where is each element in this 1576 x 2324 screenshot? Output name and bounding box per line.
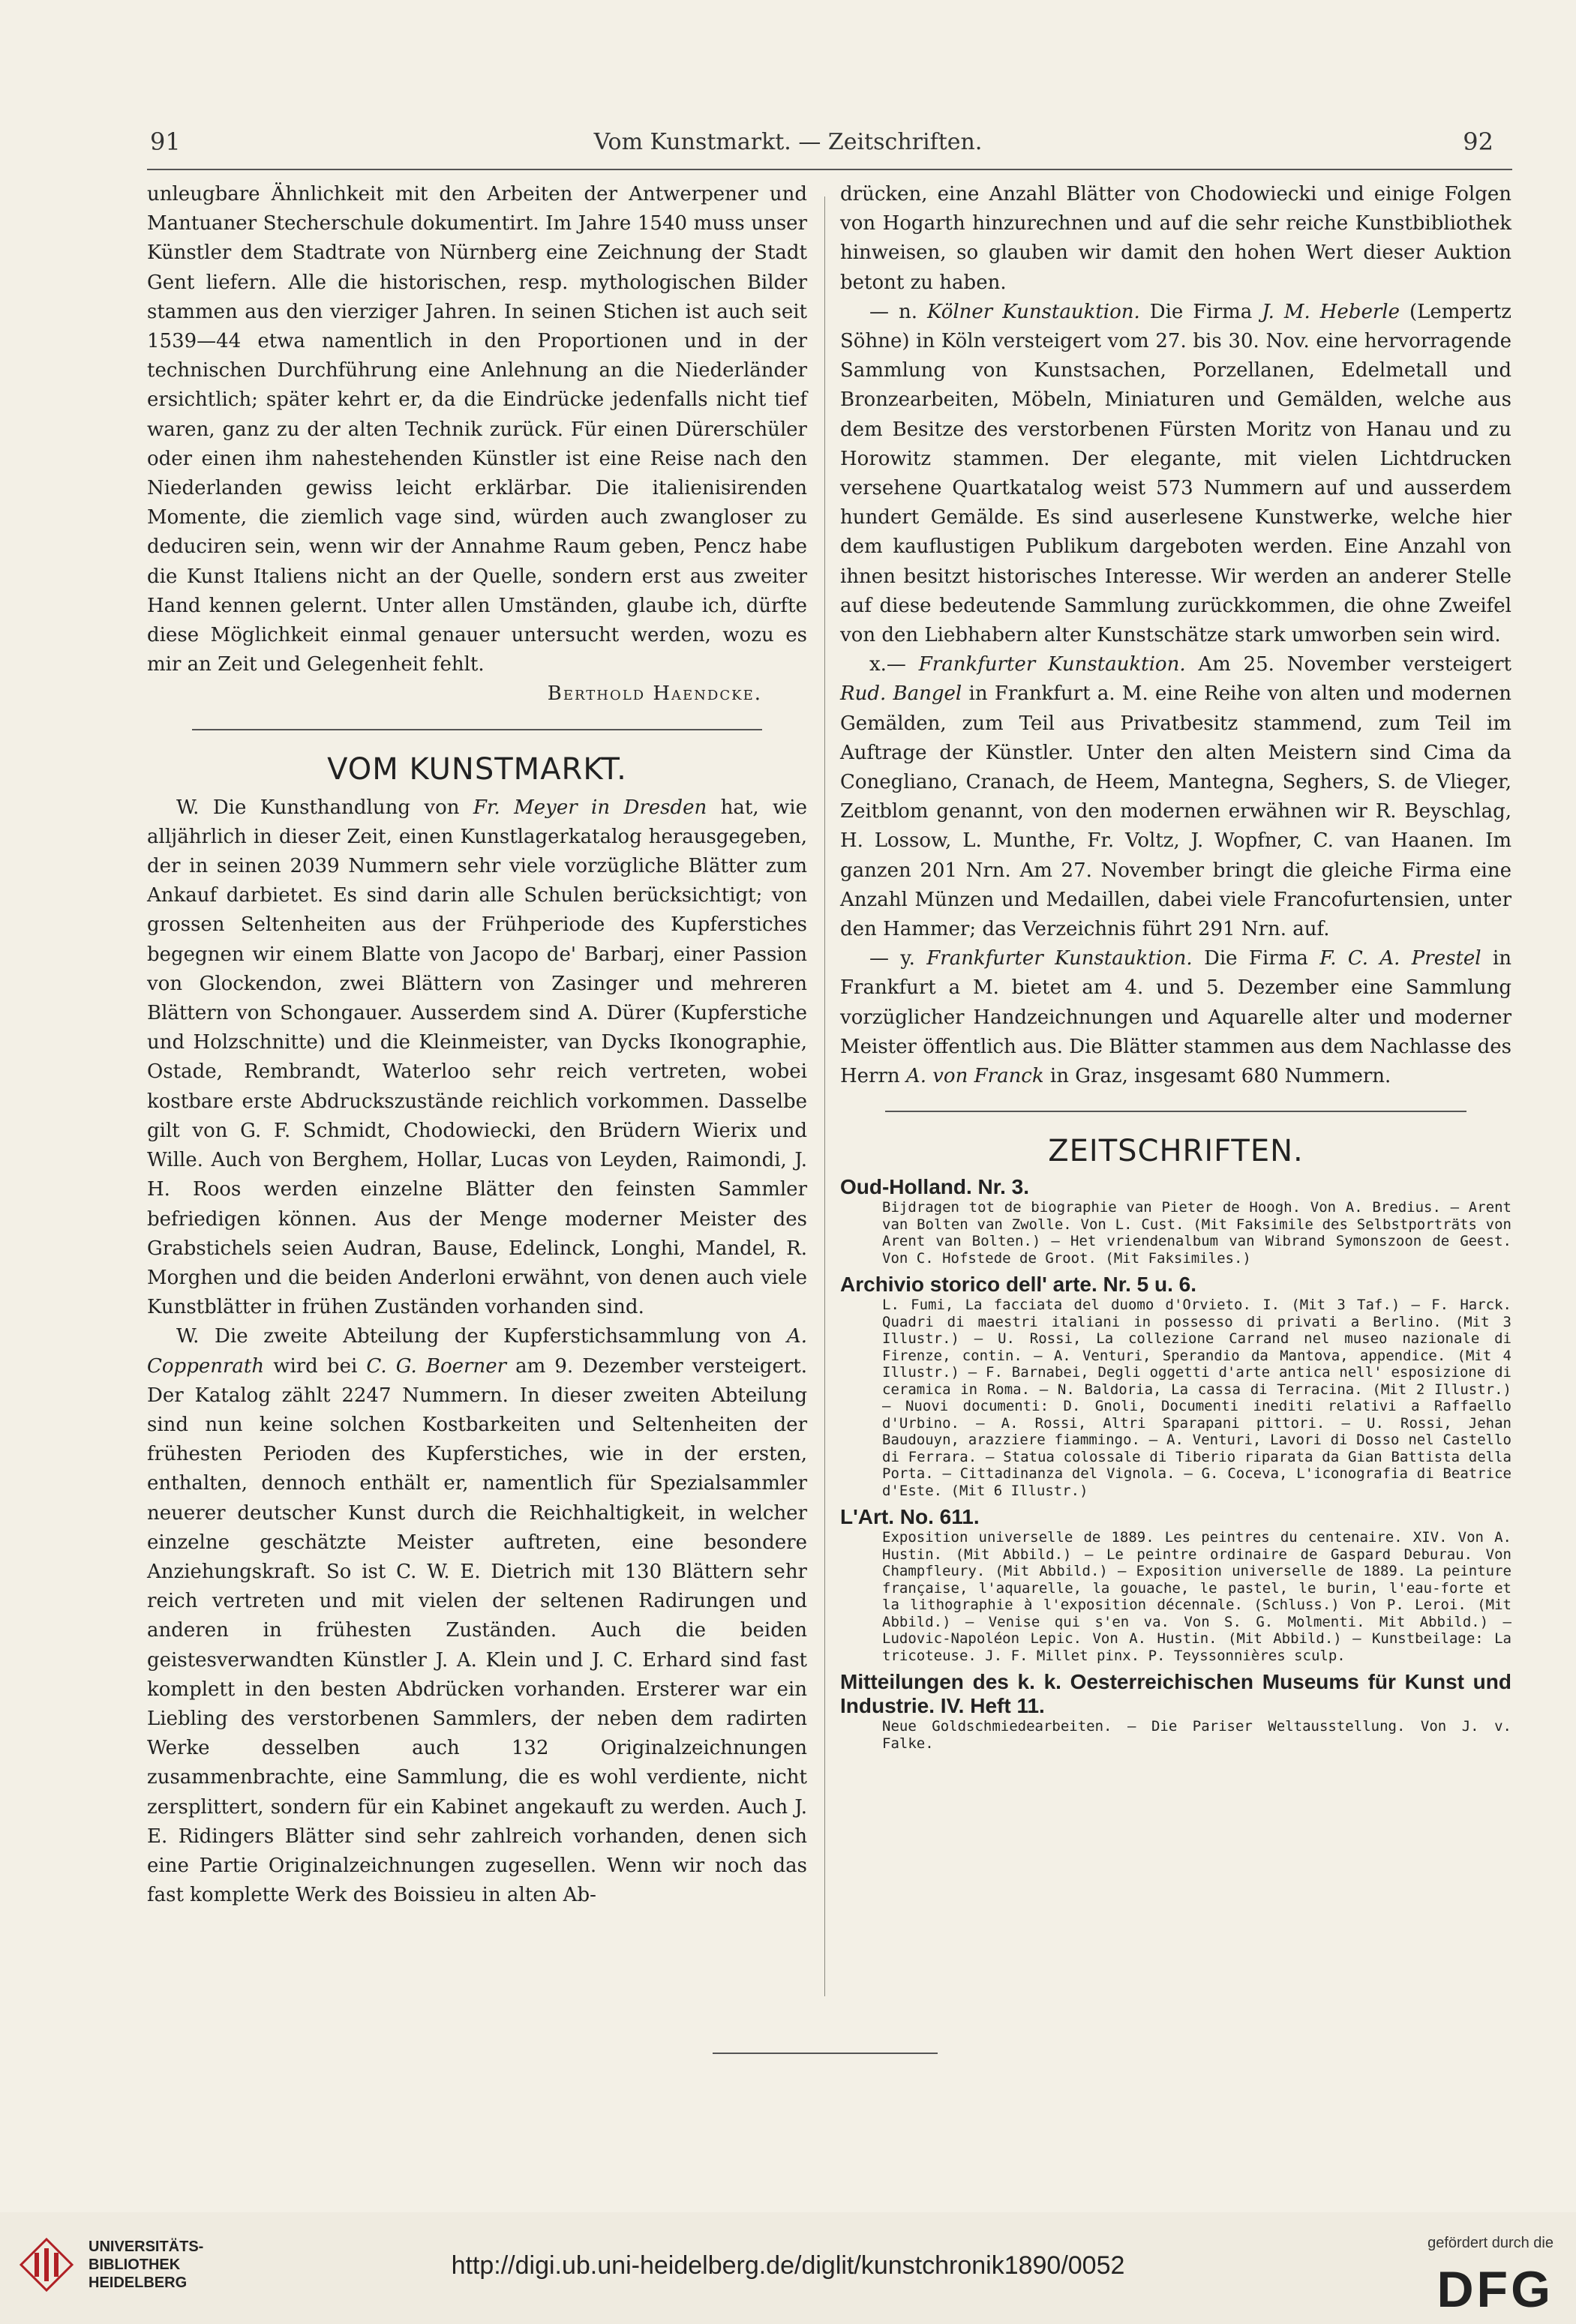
section-title-kunstmarkt: VOM KUNSTMARKT.	[327, 751, 627, 787]
section-rule	[192, 729, 762, 730]
paragraph	[147, 1322, 807, 1910]
library-name-line: UNIVERSITÄTS-	[89, 2239, 204, 2255]
header-rule	[147, 169, 1512, 170]
library-name-line: BIBLIOTHEK	[89, 2257, 181, 2273]
journal-contents: Exposition universelle de 1889. Les peintres du centenaire. XIV. Von A. Hustin. (Mit Abbild.) — Le peintre ordinaire de Gaspard Deburau. Von Champfleury. (Mit Abbild.) — Exposition universelle de 1889. La peinture française, l'aquarelle, la gouache, le pastel, le burin, l'eau-forte et la lithographie à l'exposition décennale. (Schluss.) Von P. Leroi. (Mit Abbild.) — Venise qui s'en va. Von S. G. Molmenti. Mit Abbild.) — Ludovic-Napoléon Lepic. Von A. Hustin. (Mit Abbild.) — Kunstbeilage: La tricoteuse. J. F. Millet pinx. P. Teyssonnières sculp.	[882, 1529, 1511, 1664]
text: (Lempertz Söhne) in Köln versteigert vom 27. bis 30. Nov. eine hervorragende Sammlung von Kunstsachen, Porzellanen, Edelmetall und Bronzearbeiten, Möbeln, Miniaturen und Gemälden, welche aus dem Besitze des verstorbenen Fürsten Moritz von Hanau und zu Horowitz stammen. Der elegante, mit vielen Lichtdrucken versehene Quartkatalog weist 573 Nummern auf und ausserdem hundert Gemälde. Es sind auserlesene Kunstwerke, welche hier dem kauflustigen Publikum dargeboten werden. Eine Anzahl von ihnen besitzt historisches Interesse. Wir werden an anderer Stelle auf diese bedeutende Sammlung zurückkommen, die ohne Zweifel von den Liebhabern alter Kunstschätze stark umworben sein wird.	[840, 300, 1512, 647]
journal-contents: Bijdragen tot de biographie van Pieter de Hoogh. Von A. Bredius. — Arent van Bolten van Zwolle. Von L. Cust. (Mit Faksimile des Selbstporträts von Arent van Bolten.) — Het vriendenalbum van Wibrand Symonszoon de Geest. Von C. Hofstede de Groot. (Mit Faksimiles.)	[882, 1199, 1511, 1267]
italic-text: F. C. A. Prestel	[1319, 947, 1481, 970]
dfg-logo: DFG	[1436, 2261, 1553, 2318]
italic-text: Frankfurter Kunstauktion.	[918, 653, 1186, 676]
journal-heading: Archivio storico dell' arte. Nr. 5 u. 6.	[840, 1273, 1197, 1297]
journal-contents: L. Fumi, La facciata del duomo d'Orvieto. I. (Mit 3 Taf.) — F. Harck. Quadri di maestri italiani in possesso di privati a Berlino. (Mit 3 Illustr.) — U. Rossi, La collezione Carrand nel museo nazionale di Firenze, contin. — A. Venturi, Sperandio da Mantova, appendice. (Mit 4 Illustr.) — F. Barnabei, Degli oggetti d'arte antica nell' esposizione di ceramica in Roma. — N. Baldoria, La cassa di Terracina. (Mit 2 Illustr.) — Nuovi documenti: D. Gnoli, Documenti inediti relativi a Raffaello d'Urbino. — A. Rossi, Altri Sparapani pittori. — U. Rossi, Jehan Baudouyn, arazziere fiammingo. — A. Venturi, Lavori di Dosso nel Castello di Ferrara. — Statua colossale di Tiberio riparata da Gian Battista della Porta. — Cittadinanza del Vignola. — G. Coceva, L'iconografia di Beatrice d'Este. (Mit 6 Illustr.)	[882, 1297, 1511, 1499]
permalink-url[interactable]: http://digi.ub.uni-heidelberg.de/diglit/kunstchronik1890/0052	[451, 2251, 1125, 2280]
italic-text: Fr. Meyer in Dresden	[473, 796, 707, 819]
text: Die Firma	[1192, 947, 1320, 970]
text: Am 25. November versteigert	[1185, 653, 1511, 676]
text: Die Firma	[1139, 300, 1262, 323]
text: in Graz, insgesamt 680 Nummern.	[1043, 1065, 1391, 1088]
running-title: Vom Kunstmarkt. — Zeitschriften.	[593, 129, 983, 155]
text: W. Die Kunsthandlung von	[176, 796, 473, 819]
journal-contents: Neue Goldschmiedearbeiten. — Die Pariser Weltausstellung. Von J. v. Falke.	[882, 1718, 1511, 1752]
journal-heading: Oud-Holland. Nr. 3.	[840, 1175, 1030, 1199]
text: in Frankfurt a M. bietet am 4. und 5. Dezember eine Sammlung vorzüglicher Handzeichnungen und Aquarelle alter und moderner Meister öffentlich aus. Die Blätter stammen aus dem Nachlasse des Herrn	[840, 947, 1512, 1088]
paragraph	[840, 944, 1511, 1091]
italic-text: Frankfurter Kunstauktion.	[926, 947, 1193, 970]
italic-text: Rud. Bangel	[840, 682, 962, 706]
italic-text: Kölner Kunstauktion.	[926, 300, 1140, 323]
text: — n.	[869, 300, 927, 323]
library-name-line: HEIDELBERG	[89, 2275, 188, 2291]
journal-heading: Mitteilungen des k. k. Oesterreichischen Museums für Kunst und Industrie. IV. Heft 11.	[840, 1670, 1511, 1718]
page-number-right: 92	[1463, 127, 1493, 156]
paragraph: unleugbare Ähnlichkeit mit den Arbeiten der Antwerpener und Mantuaner Stecherschule dokumentirt. Im Jahre 1540 muss unser Künstler dem Stadtrate von Nürnberg eine Zeichnung der Stadt Gent liefern. Alle die historischen, resp. mythologischen Bilder stammen aus den vierziger Jahren. In seinen Stichen ist auch seit 1539—44 etwa namentlich in den Proportionen und in der technischen Durchführung eine Anlehnung an die Niederländer ersichtlich; später kehrt er, da die Eindrücke jedenfalls nicht tief waren, ganz zu der alten Technik zurück. Für einen Dürerschüler oder einen ihm nahestehenden Künstler ist eine Reise nach den Niederlanden gewiss leicht erklärbar. Die italienisirenden Momente, die ziemlich vage sind, würden auch zwangloser zu deduciren sein, wenn wir der Annahme Raum geben, Pencz habe die Kunst Italiens nicht an der Quelle, sondern erst aus zweiter Hand kennen gelernt. Unter allen Umständen, glaube ich, dürfte diese Möglichkeit einmal genauer untersucht werden, wozu es mir an Zeit und Gelegenheit fehlt.	[147, 183, 807, 676]
author-signature: Berthold Haendcke.	[547, 682, 762, 706]
italic-text: A. von Franck	[905, 1065, 1044, 1088]
text: hat, wie alljährlich in dieser Zeit, einen Kunstlagerkatalog herausgegeben, der in seinen 2039 Nummern sehr viele vorzügliche Blätter zum Ankauf darbietet. Es sind darin alle Schulen berücksichtigt; von grossen Seltenheiten aus der Frühperiode des Kupferstiches begegnen wir einem Blatte von Jacopo de' Barbarj, einer Passion von Glockendon, zwei Blättern von Zasinger und mehreren Blättern von Schongauer. Ausserdem sind A. Dürer (Kupferstiche und Holzschnitte) und die Kleinmeister, van Dycks Ikonographie, Ostade, Rembrandt, Waterloo sehr reich vertreten, wobei kostbare erste Abdruckszustände reichlich vorkommen. Dasselbe gilt von G. F. Schmidt, Chodowiecki, den Brüdern Wierix und Wille. Auch von Berghem, Hollar, Lucas von Leyden, Raimondi, J. H. Roos werden einzelne Blätter den feinsten Sammler befriedigen können. Aus der Menge moderner Meister des Grabstichels seien Audran, Bause, Edelinck, Longhi, Mandel, R. Morghen und die beiden Anderloni erwähnt, von denen auch viele Kunstblätter in frühen Zuständen vorhanden sind.	[147, 796, 807, 1319]
page-number-left: 91	[150, 127, 181, 156]
text: W. Die zweite Abteilung der Kupferstichsammlung von	[176, 1325, 787, 1348]
digitization-footer	[0, 2212, 1576, 2324]
left-column	[147, 180, 807, 1910]
text: wird bei	[264, 1354, 367, 1378]
text: x.—	[869, 653, 919, 676]
paragraph	[840, 650, 1511, 944]
right-column	[840, 180, 1511, 1752]
text: am 9. Dezember versteigert. Der Katalog zählt 2247 Nummern. In dieser zweiten Abteilung sind nun keine solchen Kostbarkeiten und Seltenheiten der frühesten Perioden des Kupferstiches, wie in der ersten, enthalten, dennoch enthält er, namentlich für Spezialsammler neuerer deutscher Kunst durch die Reichhaltigkeit, in welcher einzelne geschätzte Meister auftreten, eine besondere Anziehungskraft. So ist C. W. E. Dietrich mit 130 Blättern sehr reich vertreten und mit vielen der seltenen Radirungen und anderen in frühesten Zuständen. Auch die beiden geistesverwandten Künstler J. A. Klein und J. C. Erhard sind fast komplett in den besten Abdrücken vorhanden. Ersterer war ein Liebling des verstorbenen Sammlers, der neben dem radirten Werke desselben auch 132 Originalzeichnungen zusammenbrachte, eine Sammlung, die es wohl verdiente, nicht zersplittert, sondern für ein Kabinet angekauft zu werden. Auch J. E. Ridingers Blätter sind sehr zahlreich vorhanden, denen sich eine Partie Originalzeichnungen zugesellen. Wenn wir noch das fast komplette Werk des Boissieu in alten Ab-	[147, 1354, 807, 1907]
section-title-zeitschriften: ZEITSCHRIFTEN.	[1048, 1134, 1304, 1169]
funded-by-label: gefördert durch die	[1427, 2235, 1553, 2251]
italic-text: J. M. Heberle	[1262, 300, 1400, 323]
paragraph: drücken, eine Anzahl Blätter von Chodowiecki und einige Folgen von Hogarth hinzurechnen und auf die sehr reiche Kunstbibliothek hinweisen, so glauben wir damit den hohen Wert dieser Auktion betont zu haben.	[840, 183, 1511, 294]
journal-heading: L'Art. No. 611.	[840, 1505, 980, 1529]
text: in Frankfurt a. M. eine Reihe von alten und modernen Gemälden, zum Teil aus Privatbesitz stammend, zum Teil im Auftrage der Künstler. Unter den alten Meistern sind Cima da Conegliano, Cranach, de Heem, Mantegna, Seghers, S. de Vlieger, Zeitblom genannt, von den modernen erwähnen wir R. Beyschlag, H. Lossow, L. Munthe, Fr. Voltz, J. Wopfner, C. van Haanen. Im ganzen 201 Nrn. Am 27. November bringt die gleiche Firma eine Anzahl Münzen und Medaillen, dabei viele Francofurtensien, unter den Hammer; das Verzeichnis führt 291 Nrn. auf.	[840, 682, 1511, 941]
italic-text: A. Coppenrath	[147, 1325, 807, 1378]
section-rule	[885, 1111, 1466, 1112]
italic-text: C. G. Boerner	[366, 1354, 507, 1378]
end-rule	[713, 2053, 938, 2054]
text: — y.	[869, 947, 927, 970]
column-divider	[824, 196, 825, 1996]
paragraph	[840, 298, 1511, 650]
paragraph	[147, 793, 807, 1323]
